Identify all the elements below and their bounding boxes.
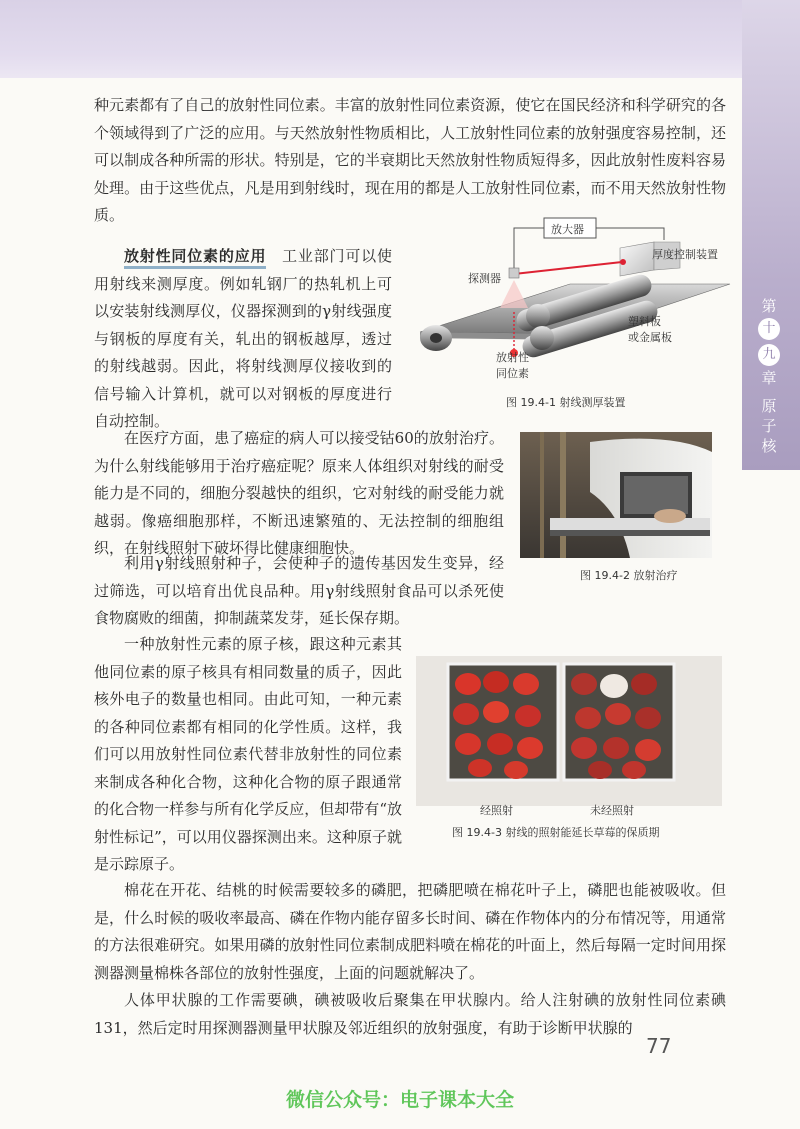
strawberries-photo [416,656,722,806]
chapter-tab-text [754,296,784,456]
figure-3-caption: 图 19.4-3 射线的照射能延长草莓的保质期 [452,826,660,839]
figure-2-caption: 图 19.4-2 放射治疗 [580,569,678,582]
paragraph-4: 利用γ射线照射种子，会使种子的遗传基因发生变异，经过筛选，可以培育出优良品种。用γ射线照射食品可以杀死使食物腐败的细菌，抑制蔬菜发芽，延长保存期。 [94,554,504,627]
label-detector: 探测器 [468,272,501,285]
chapter-title-1: 原 [761,397,777,415]
label-isotope: 放射性 同位素 [496,351,529,380]
paragraph-1: 种元素都有了自己的放射性同位素。丰富的放射性同位素资源，使它在国民经济和科学研究的各个领域得到了广泛的应用。与天然放射性物质相比，人工放射性同位素的放射强度容易控制，还可以制成各种所需的形状。特别是，它的半衰期比天然放射性物质短得多，因此放射性废料容易处理。由于这些优点，凡是用到射线时，现在用的都是人工放射性同位素，而不用天然放射性物质。 [94,96,726,224]
paragraph-3: 在医疗方面，患了癌症的病人可以接受钴60的放射治疗。为什么射线能够用于治疗癌症呢？原来人体组织对射线的耐受能力是不同的，细胞分裂越快的组织，它对射线的耐受能力就越弱。像癌细胞那样，不断迅速繁殖的、无法控制的细胞组织，在射线照射下破坏得比健康细胞快。 [94,429,504,557]
footer-watermark: 微信公众号：电子课本大全 [285,1089,514,1111]
paragraph-6: 棉花在开花、结桃的时候需要较多的磷肥，把磷肥喷在棉花叶子上，磷肥也能被吸收。但是，什么时候的吸收率最高、磷在作物内能存留多长时间、磷在作物体内的分布情况等，用通常的方法很难研究。如果用磷的放射性同位素制成肥料喷在棉花的叶面上，然后每隔一定时间用探测器测量棉株各部位的放射性强度，上面的问题就解决了。 [94,881,726,982]
figure-1-caption: 图 19.4-1 射线测厚装置 [506,396,626,409]
label-untreated: 未经照射 [590,804,634,817]
header-band [0,0,800,78]
chapter-number-2: 九 [758,344,780,366]
section-heading: 放射性同位素的应用 [124,247,267,265]
figure-strawberries [416,656,722,852]
paragraph-2 [94,243,392,436]
label-plate: 塑料板 或金属板 [628,315,672,344]
paragraph-5: 一种放射性元素的原子核，跟这种元素其他同位素的原子核具有相同数量的质子，因此核外电子的数量也相同。由此可知，一种元素的各种同位素都有相同的化学性质。这样，我们可以用放射性同位素代替非放射性的同位素来制成各种化合物，这种化合物的原子跟通常的化合物一样参与所有化学反应，但却带有“放射性标记”，可以用仪器探测出来。这种原子就是示踪原子。 [94,635,402,873]
figure-thickness-gauge [410,212,740,434]
label-treated: 经照射 [480,804,513,817]
label-amplifier: 放大器 [551,223,584,236]
figure-radiotherapy [520,432,712,590]
chapter-suffix: 章 [761,369,777,387]
chapter-number-1: 十 [758,318,780,340]
chapter-title-3: 核 [761,437,777,455]
radiotherapy-photo [520,432,712,558]
chapter-title-2: 子 [761,417,777,435]
paragraph-2-body: 工业部门可以使用射线来测厚度。例如轧钢厂的热轧机上可以安装射线测厚仪，仪器探测到的γ射线强度与钢板的厚度有关，轧出的钢板越厚，透过的射线越弱。因此，将射线测厚仪接收到的信号输入计算机，就可以对钢板的厚度进行自动控制。 [94,247,392,430]
label-thickness-control: 厚度控制装置 [652,248,718,261]
chapter-prefix: 第 [761,297,777,315]
paragraph-7: 人体甲状腺的工作需要碘，碘被吸收后聚集在甲状腺内。给人注射碘的放射性同位素碘131，然后定时用探测器测量甲状腺及邻近组织的放射强度，有助于诊断甲状腺的 [94,991,726,1037]
page-number: 77 [646,1034,672,1058]
